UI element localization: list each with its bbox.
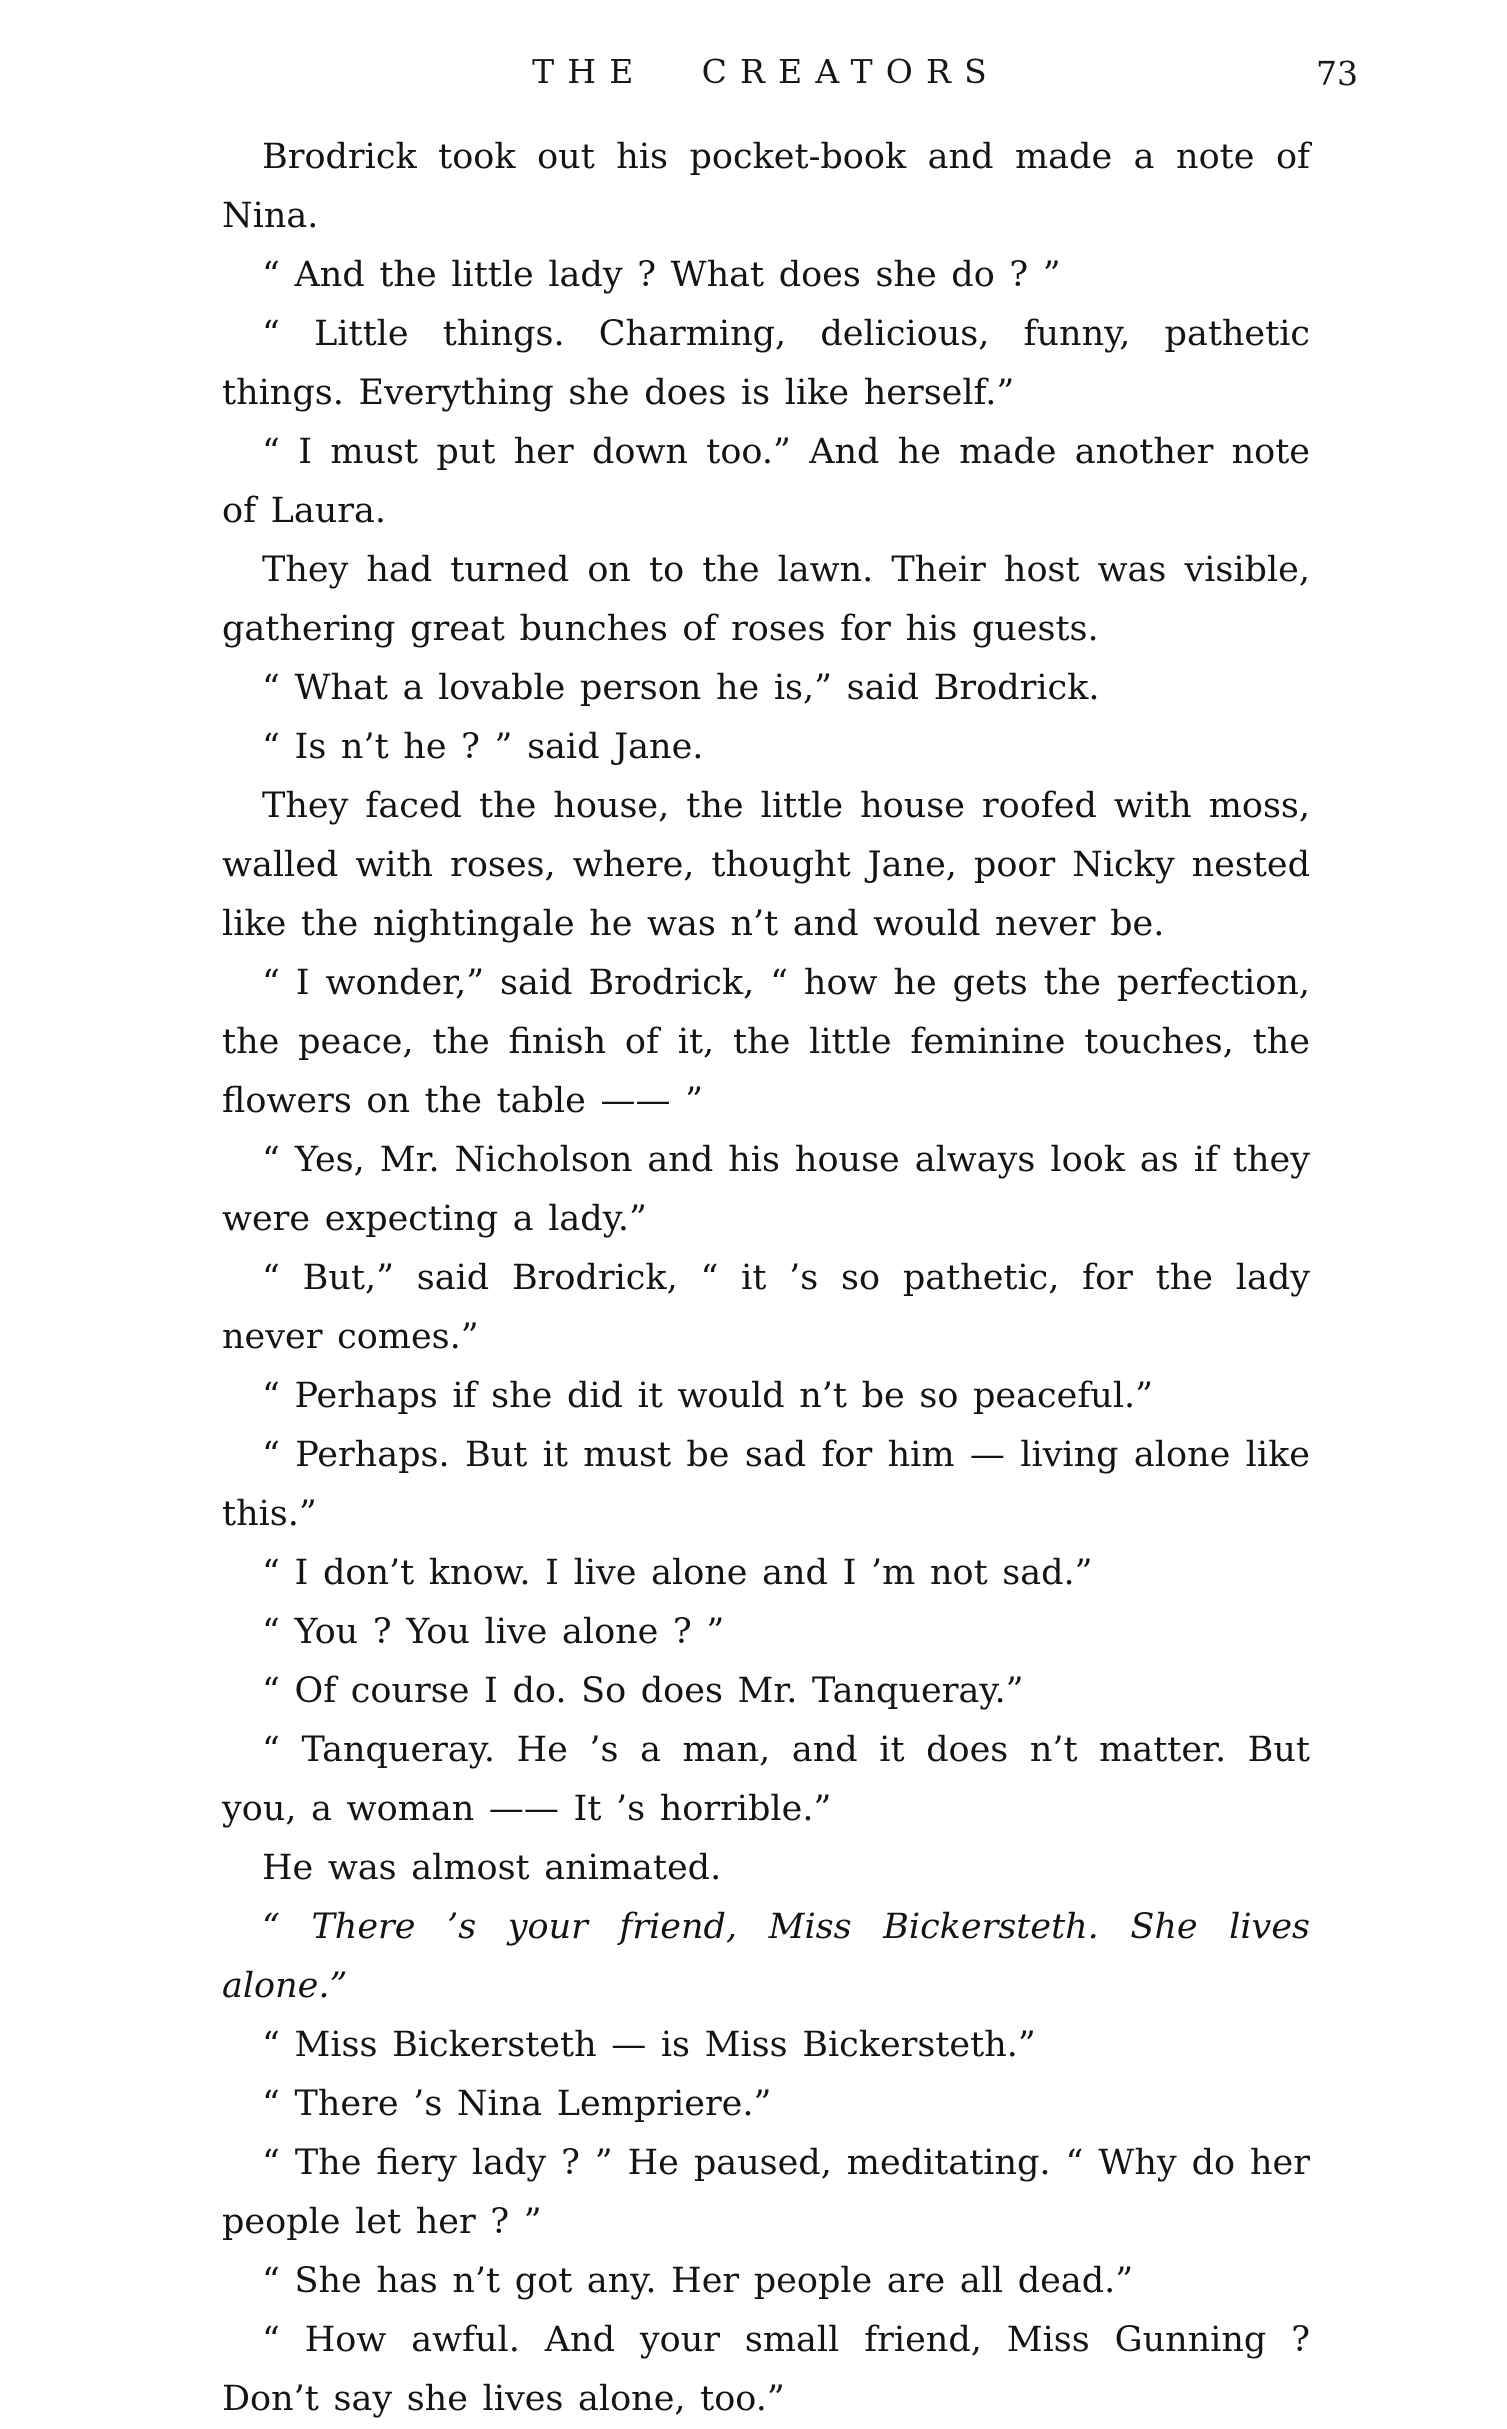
paragraph: He was almost animated.	[262, 1848, 722, 1888]
paragraph: “ And the little lady ? What does she do ? ”	[262, 255, 1061, 295]
paragraph: They faced the house, the little house roofed with moss, walled with roses, where, thought Jane, poor Nicky nested like the nightingale he was n’t and would never be.	[222, 786, 1310, 944]
page-number: 73	[1316, 54, 1358, 93]
paragraph: “ I must put her down too.” And he made another note of Laura.	[222, 432, 1310, 531]
paragraph: “ Perhaps. But it must be sad for him — living alone like this.”	[222, 1435, 1310, 1534]
paragraph: “ What a lovable person he is,” said Brodrick.	[262, 668, 1100, 708]
page-title: THE CREATORS	[532, 52, 1000, 91]
paragraph: “ The fiery lady ? ” He paused, meditating. “ Why do her people let her ? ”	[222, 2143, 1310, 2242]
paragraph: Brodrick took out his pocket-book and made a note of Nina.	[222, 137, 1310, 236]
paragraph: “ Is n’t he ? ” said Jane.	[262, 727, 704, 767]
paragraph: “ I don’t know. I live alone and I ’m not sad.”	[262, 1553, 1093, 1593]
page-header	[222, 52, 1310, 91]
page-body	[222, 128, 1310, 2429]
paragraph: “ She has n’t got any. Her people are all dead.”	[262, 2261, 1134, 2301]
paragraph: “ Of course I do. So does Mr. Tanqueray.”	[262, 1671, 1024, 1711]
paragraph: “ How awful. And your small friend, Miss Gunning ? Don’t say she lives alone, too.”	[222, 2320, 1310, 2419]
paragraph: “ Miss Bickersteth — is Miss Bickersteth.”	[262, 2025, 1036, 2065]
paragraph-italic: “ There ’s your friend, Miss Bickersteth. She lives alone.”	[222, 1907, 1310, 2006]
paragraph: “ Yes, Mr. Nicholson and his house always look as if they were expecting a lady.”	[222, 1140, 1310, 1239]
paragraph: “ Tanqueray. He ’s a man, and it does n’t matter. But you, a woman —— It ’s horrible.”	[222, 1730, 1310, 1829]
paragraph: “ There ’s Nina Lempriere.”	[262, 2084, 772, 2124]
paragraph: They had turned on to the lawn. Their host was visible, gathering great bunches of roses for his guests.	[222, 550, 1310, 649]
paragraph: “ Perhaps if she did it would n’t be so peaceful.”	[262, 1376, 1154, 1416]
paragraph: “ But,” said Brodrick, “ it ’s so pathetic, for the lady never comes.”	[222, 1258, 1310, 1357]
paragraph: “ You ? You live alone ? ”	[262, 1612, 725, 1652]
paragraph: “ I wonder,” said Brodrick, “ how he gets the perfection, the peace, the finish of it, the little feminine touches, the flowers on the table —— ”	[222, 963, 1310, 1121]
paragraph: “ Little things. Charming, delicious, funny, pathetic things. Everything she does is like herself.”	[222, 314, 1310, 413]
